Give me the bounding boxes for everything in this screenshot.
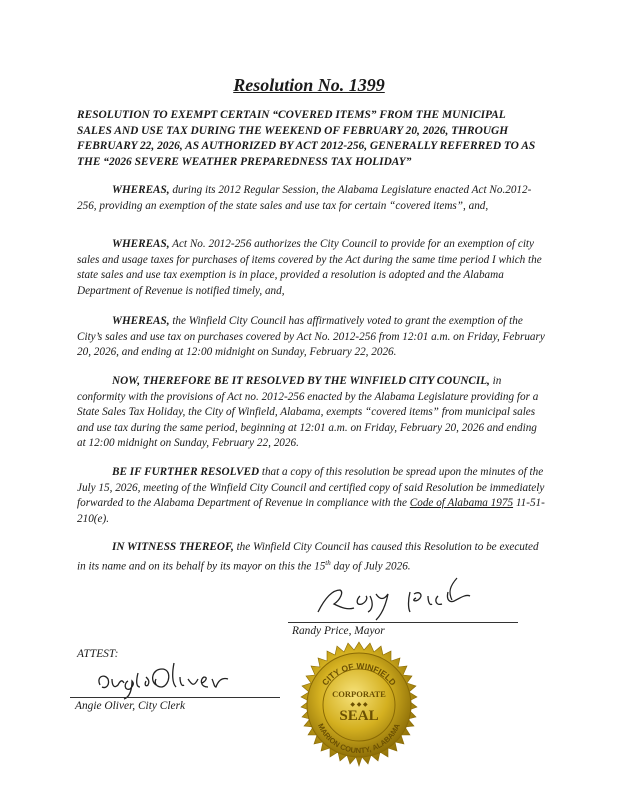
paragraph-text: the Winfield City Council has affirmatively voted to grant the exemption of the City’s sales and use tax on purchases covered by Act No. 2012-256 from 12:01 a.m. on Friday, February 20, 2026, and ending at 12:00 midnight on Sunday, February 22, 2026. bbox=[77, 315, 545, 358]
attest-label: ATTEST: bbox=[77, 648, 119, 660]
paragraph-lead: IN WITNESS THEREOF, bbox=[112, 541, 234, 553]
seal-graphic bbox=[290, 640, 428, 778]
code-reference: Code of Alabama 1975 bbox=[409, 497, 514, 509]
paragraph-text: the Winfield City Council has caused this Resolution to be executed in its name and on its behalf by its mayor on this the 15 bbox=[77, 541, 539, 573]
seal-center-bottom-text: SEAL bbox=[339, 708, 379, 724]
resolution-heading: RESOLUTION TO EXEMPT CERTAIN “COVERED ITEMS” FROM THE MUNICIPAL SALES AND USE TAX DURING THE WEEKEND OF FEBRUARY 20, 2026, THROUGH FEBRUARY 22, 2026, AS AUTHORIZED BY ACT 2012-256, GENERALLY REFERRED TO AS THE “2026 SEVERE WEATHER PREPAREDNESS TAX HOLIDAY” bbox=[77, 109, 536, 168]
mayor-signature-line bbox=[288, 622, 518, 623]
paragraph-lead: WHEREAS, bbox=[112, 238, 170, 250]
whereas-paragraph-3 bbox=[77, 314, 547, 361]
seal-top-text: CITY OF WINFIELD bbox=[319, 660, 399, 688]
mayor-name: Randy Price, Mayor bbox=[292, 625, 385, 637]
paragraph-text-end: day of July 2026. bbox=[330, 560, 411, 573]
seal-center-top-text: CORPORATE bbox=[332, 689, 386, 699]
paragraph-text: that a copy of this resolution be spread upon the minutes of the July 15, 2026, meeting of the Winfield City Council and certified copy of said Resolution be immediately forwarded to the Alabama Department of Revenue in compliance with the bbox=[77, 466, 545, 509]
corporate-seal bbox=[290, 640, 428, 778]
paragraph-lead: WHEREAS, bbox=[112, 315, 170, 327]
mayor-signature bbox=[300, 570, 500, 625]
further-resolved-paragraph bbox=[77, 465, 547, 527]
paragraph-text: Act No. 2012-256 authorizes the City Council to provide for an exemption of city sales and usage taxes for purchases of items covered by the Act during the same time period I which the state sales and use tax exemption is in place, provided a resolution is adopted and the Alabama Department of Revenue is notified timely, and, bbox=[77, 238, 542, 297]
paragraph-lead: BE IF FURTHER RESOLVED bbox=[112, 466, 260, 478]
seal-bottom-text: MARION COUNTY, ALABAMA bbox=[316, 722, 402, 756]
clerk-name: Angie Oliver, City Clerk bbox=[75, 700, 186, 712]
paragraph-lead: NOW, THEREFORE BE IT RESOLVED BY THE WINFIELD CITY COUNCIL, bbox=[112, 375, 490, 387]
paragraph-text: during its 2012 Regular Session, the Alabama Legislature enacted Act No.2012-256, providing an exemption of the state sales and use tax for certain “covered items”, and, bbox=[77, 184, 532, 212]
resolved-paragraph bbox=[77, 374, 547, 452]
paragraph-text-end: 11-51-210(e). bbox=[77, 497, 545, 525]
ordinal-suffix: th bbox=[325, 558, 331, 567]
document-title: Resolution No. 1399 bbox=[233, 75, 385, 95]
whereas-paragraph-1 bbox=[77, 183, 547, 214]
paragraph-lead: WHEREAS, bbox=[112, 184, 170, 196]
paragraph-text: in conformity with the provisions of Act no. 2012-256 enacted by the Alabama Legislature providing for a State Sales Tax Holiday, the City of Winfield, Alabama, exempts “covered items” from municipal sales and use tax during the same period, beginning at 12:01 a.m. on Friday, February 20, 2026 and ending at 12:00 midnight on Sunday, February 22, 2026. bbox=[77, 375, 539, 449]
clerk-signature bbox=[90, 655, 250, 700]
whereas-paragraph-2 bbox=[77, 237, 547, 299]
clerk-signature-line bbox=[70, 697, 280, 698]
svg-text:◆ ◆ ◆: ◆ ◆ ◆ bbox=[350, 702, 368, 708]
